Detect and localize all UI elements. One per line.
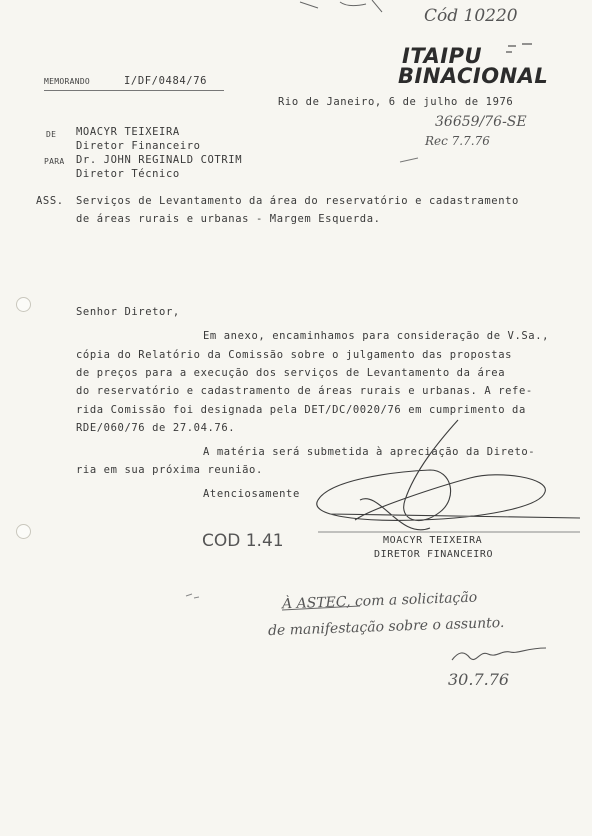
subject-line-2: de áreas rurais e urbanas - Margem Esquerda. [76, 213, 381, 225]
routing-note-line-2: de manifestação sobre o assunto. [267, 614, 505, 640]
initials-scribble [452, 648, 546, 660]
logo-dashes [506, 44, 532, 52]
signer-name: MOACYR TEIXEIRA [383, 535, 483, 546]
place-date: Rio de Janeiro, 6 de julho de 1976 [278, 96, 514, 108]
memo-number: I/DF/0484/76 [124, 75, 208, 87]
from-label: DE [46, 130, 57, 139]
body-line: do reservatório e cadastramento de áreas rurais e urbanas. A refe- [76, 385, 533, 397]
main-signature [317, 420, 580, 530]
routing-note-date: 30.7.76 [448, 670, 510, 689]
closing: Atenciosamente [203, 488, 300, 500]
body-line: Em anexo, encaminhamos para consideração de V.Sa., [203, 330, 550, 342]
body-line: rida Comissão foi designada pela DET/DC/0020/76 em cumprimento da [76, 404, 526, 416]
top-scribble [300, 0, 382, 12]
handwritten-code: Cód 10220 [424, 6, 518, 26]
subject-label: ASS. [36, 195, 64, 207]
logo-line-2: BINACIONAL [398, 64, 549, 88]
body-line: ria em sua próxima reunião. [76, 464, 263, 476]
signer-title: DIRETOR FINANCEIRO [374, 549, 494, 560]
note-underline [282, 606, 360, 610]
subject-line-1: Serviços de Levantamento da área do reservatório e cadastramento [76, 195, 519, 207]
body-line: de preços para a execução dos serviços de Levantamento da área [76, 367, 506, 379]
stamp-scribble [400, 158, 418, 162]
stamp-number: 36659/76-SE [435, 114, 527, 130]
stamp-date: Rec 7.7.76 [425, 134, 490, 148]
to-label: PARA [44, 157, 65, 166]
body-line: RDE/060/76 de 27.04.76. [76, 422, 236, 434]
logo-line-1: ITAIPU [402, 44, 483, 68]
to-name: Dr. JOHN REGINALD COTRIM [76, 154, 243, 166]
from-name: MOACYR TEIXEIRA [76, 126, 180, 138]
left-tick [186, 594, 199, 598]
routing-note-line-1: À ASTEC, com a solicitação [281, 589, 478, 613]
to-title: Diretor Técnico [76, 168, 180, 180]
from-title: Diretor Financeiro [76, 140, 201, 152]
memo-label: MEMORANDO [44, 77, 91, 86]
cod-annotation: COD 1.41 [202, 531, 284, 551]
body-line: A matéria será submetida à apreciação da Direto- [203, 446, 536, 458]
salutation: Senhor Diretor, [76, 306, 180, 318]
body-line: cópia do Relatório da Comissão sobre o julgamento das propostas [76, 349, 513, 361]
